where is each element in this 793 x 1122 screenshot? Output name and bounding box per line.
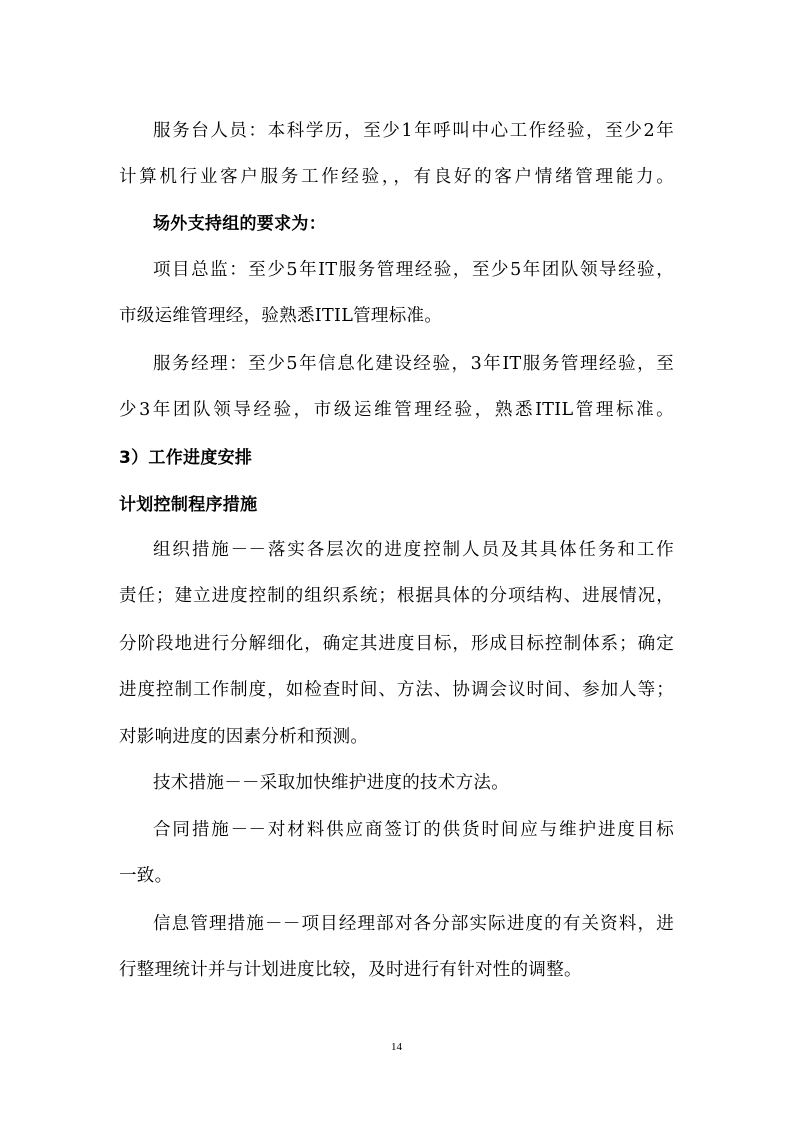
text-line: 服务经理：至少5年信息化建设经验，3年IT服务管理经验，至 (153, 354, 674, 374)
text-line: 行整理统计并与计划进度比较，及时进行有针对性的调整。 (119, 960, 582, 980)
section-heading: 场外支持组的要求为： (153, 214, 326, 234)
text-line: 对影响进度的因素分析和预测。 (119, 727, 369, 747)
section-heading: 3）工作进度安排 (119, 448, 253, 468)
text-line: 计算机行业客户服务工作经验，，有良好的客户情绪管理能力。 (119, 167, 674, 187)
text-line: 进度控制工作制度，如检查时间、方法、协调会议时间、参加人等； (119, 680, 674, 700)
section-heading: 计划控制程序措施 (119, 495, 258, 515)
text-line: 服务台人员：本科学历，至少1年呼叫中心工作经验，至少2年 (153, 121, 674, 141)
text-line: 组织措施－－落实各层次的进度控制人员及其具体任务和工作 (153, 540, 674, 560)
text-line: 项目总监：至少5年IT服务管理经验，至少5年团队领导经验， (153, 260, 674, 280)
text-line: 责任；建立进度控制的组织系统；根据具体的分项结构、进展情况， (119, 586, 674, 606)
text-line: 少3年团队领导经验，市级运维管理经验，熟悉ITIL管理标准。 (119, 400, 674, 420)
text-line: 分阶段地进行分解细化，确定其进度目标，形成目标控制体系；确定 (119, 634, 674, 654)
text-line: 信息管理措施－－项目经理部对各分部实际进度的有关资料，进 (153, 914, 674, 934)
text-line: 技术措施－－采取加快维护进度的技术方法。 (153, 773, 509, 793)
text-line: 一致。 (119, 866, 173, 886)
page-number: 14 (391, 1041, 402, 1053)
text-line: 市级运维管理经，验熟悉ITIL管理标准。 (119, 306, 443, 326)
text-line: 合同措施－－对材料供应商签订的供货时间应与维护进度目标 (153, 820, 674, 840)
